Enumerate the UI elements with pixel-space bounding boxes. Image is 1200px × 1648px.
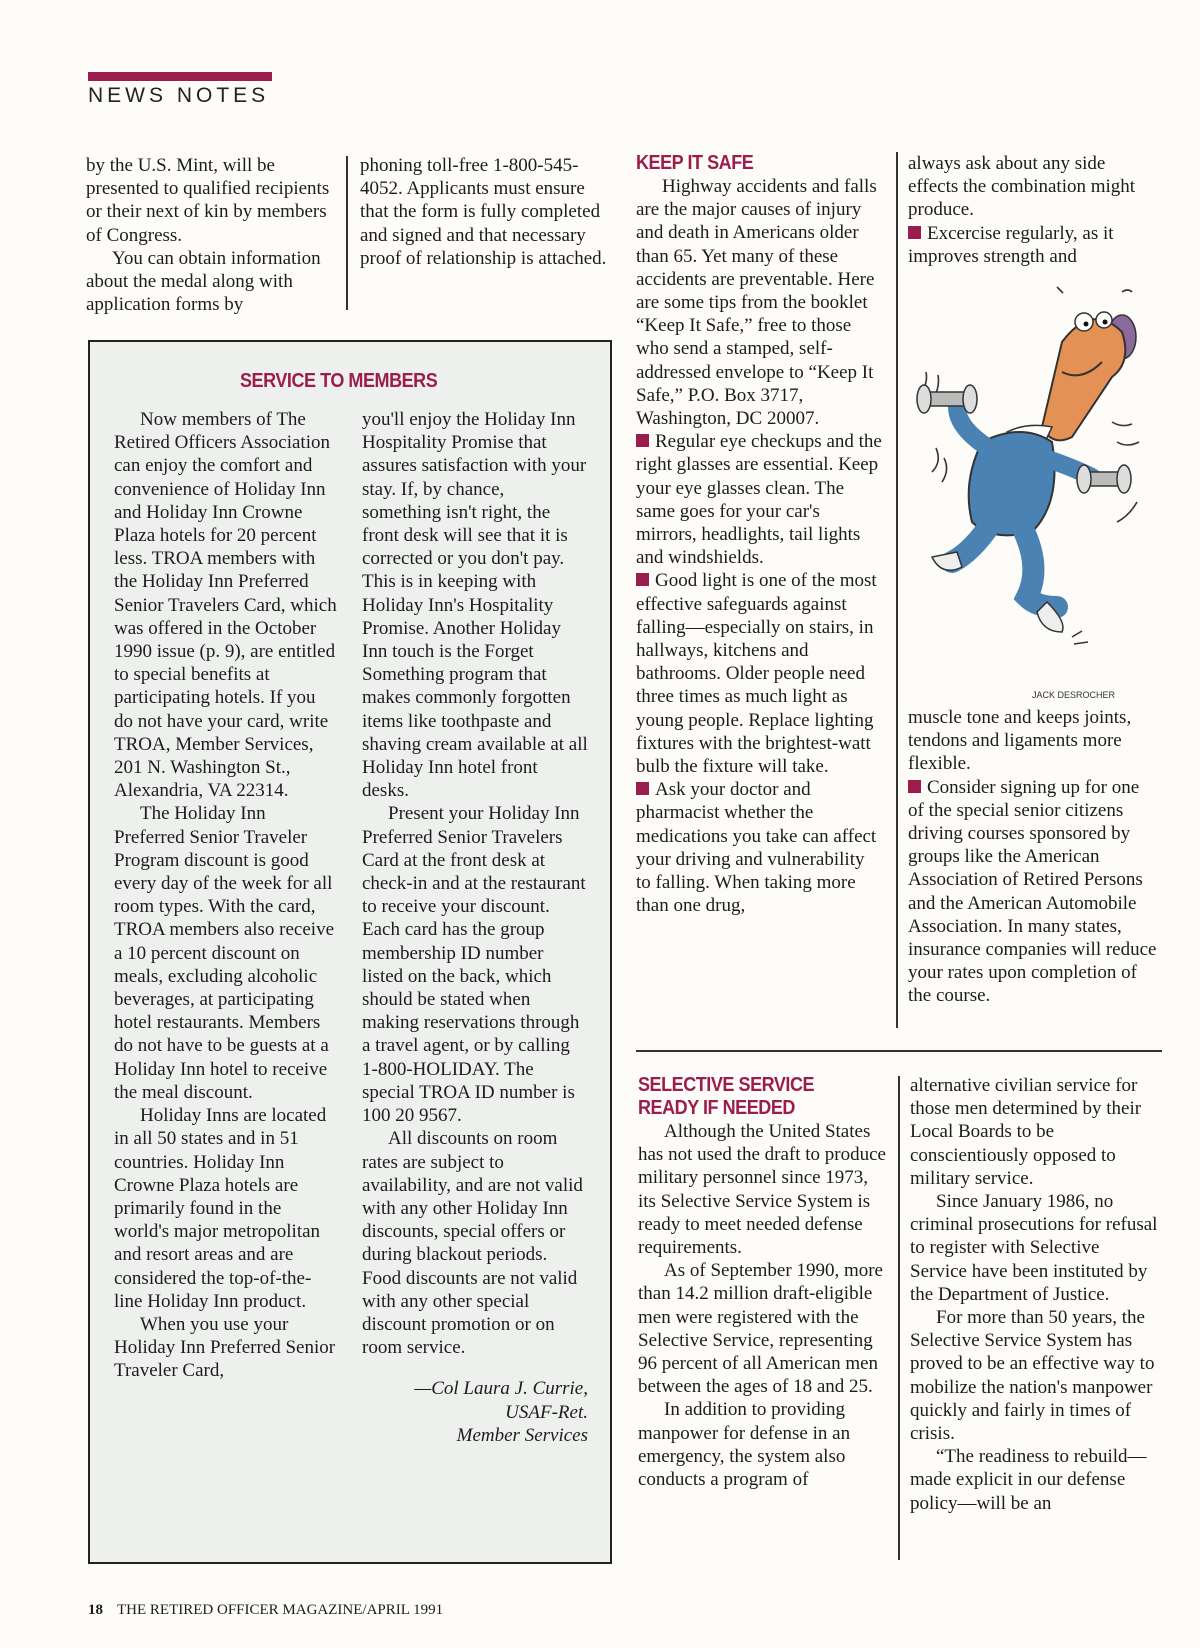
paragraph: In addition to providing manpower for defense in an emergency, the system also conducts a program of <box>638 1399 851 1491</box>
keep-safe-column-2-top <box>908 152 1158 268</box>
sidebar-title: SERVICE TO MEMBERS <box>240 370 438 392</box>
tip-item: Ask your doctor and pharmacist whether the medications you take can affect your driving and vulnerability to falling. When taking more than one drug, <box>636 779 877 917</box>
paragraph: Now members of The Retired Officers Association can enjoy the comfort and convenience of Holiday Inn and Holiday Inn Crowne Plaza hotels for 20 percent less. TROA members with the Holiday Inn Preferred Senior Travelers Card, which was offered in the October 1990 issue (p. 9), are entitled to special benefits at participating hotels. If you do not have your card, write TROA, Member Services, 201 N. Washington St., Alexandria, VA 22314. <box>114 409 337 802</box>
column-divider <box>898 1076 900 1560</box>
tip-item: Regular eye checkups and the right glasses are essential. Keep your eye glasses clean. The same goes for your car's mirrors, headlights, tail lights and windshields. <box>636 431 882 569</box>
paragraph: phoning toll-free 1-800-545-4052. Applicants must ensure that the form is fully completed and signed and that necessary proof of relationship is attached. <box>360 155 607 269</box>
paragraph: As of September 1990, more than 14.2 million draft-eligible men were registered with the Selective Service, representing 96 percent of all American men between the ages of 18 and 25. <box>638 1260 883 1398</box>
selective-service-column-2 <box>910 1074 1160 1515</box>
paragraph: you'll enjoy the Holiday Inn Hospitality Promise that assures satisfaction with your stay. If, by chance, something isn't right, the front desk will see that it is corrected or you don't pay. This is in keeping with Holiday Inn's Hospitality Promise. Another Holiday Inn touch is the Forget Something program that makes commonly forgotten items like toothpaste and shaving cream available at all Holiday Inn hotel front desks. <box>362 409 588 802</box>
paragraph: You can obtain information about the medal along with application forms by <box>86 247 321 316</box>
keep-safe-title: KEEP IT SAFE <box>636 152 754 174</box>
publication-line: THE RETIRED OFFICER MAGAZINE/APRIL 1991 <box>117 1602 444 1618</box>
bullet-icon <box>908 226 921 239</box>
signature-department: Member Services <box>456 1424 588 1446</box>
signature-rank: USAF-Ret. <box>505 1401 588 1423</box>
section-bar <box>88 72 272 81</box>
paragraph: Holiday Inns are located in all 50 states and in 51 countries. Holiday Inn Crowne Plaza hotels are primarily found in the world's major metropolitan and resort areas and are considered the top-of-the-line Holiday Inn product. <box>114 1105 327 1312</box>
keep-safe-column-1 <box>636 152 882 918</box>
page-footer <box>88 1602 443 1619</box>
paragraph: alternative civilian service for those men determined by their Local Boards to be conscientiously opposed to military service. <box>910 1075 1142 1189</box>
paragraph: For more than 50 years, the Selective Service System has proved to be an effective way to mobilize the nation's manpower quickly and fairly in times of crisis. <box>910 1307 1155 1445</box>
tip-item: Excercise regularly, as it improves strength and <box>908 222 1114 267</box>
column-divider <box>346 156 348 310</box>
selective-service-title: SELECTIVE SERVICE READY IF NEEDED <box>638 1074 815 1119</box>
section-divider <box>636 1050 1162 1052</box>
signature-name: —Col Laura J. Currie, <box>414 1378 588 1400</box>
tip-item: Good light is one of the most effective safeguards against falling—especially on stairs, in hallways, kitchens and bathrooms. Older people need three times as much light as young people. Replace lighting fixtures with the brightest-watt bulb the fixture will take. <box>636 570 877 778</box>
sidebar-box <box>88 340 612 1564</box>
paragraph: “The readiness to rebuild—made explicit in our defense policy—will be an <box>910 1446 1147 1514</box>
exercising-man-illustration <box>912 282 1162 682</box>
paragraph: When you use your Holiday Inn Preferred Senior Traveler Card, <box>114 1313 336 1382</box>
bullet-icon <box>636 434 649 447</box>
illustration-credit: JACK DESROCHER <box>1032 690 1116 700</box>
sidebar-column-right <box>362 408 588 1447</box>
sidebar-column-left <box>114 408 338 1383</box>
article-column-2 <box>360 154 610 270</box>
paragraph: muscle tone and keeps joints, tendons and ligaments more flexible. <box>908 707 1132 775</box>
paragraph: always ask about any side effects the combination might produce. <box>908 153 1136 221</box>
keep-safe-column-2-bottom <box>908 706 1158 1008</box>
tip-item: Consider signing up for one of the special senior citizens driving courses sponsored by groups like the American Association of Retired Persons and the American Automobile Association. In many states, insurance companies will reduce your rates upon completion of the course. <box>908 776 1157 1007</box>
bullet-icon <box>636 782 649 795</box>
section-label: NEWS NOTES <box>88 84 270 107</box>
paragraph: Although the United States has not used the draft to produce military personnel since 1973, its Selective Service System is ready to meet needed defense requirements. <box>638 1121 886 1259</box>
bullet-icon <box>908 780 921 793</box>
paragraph: by the U.S. Mint, will be presented to qualified recipients or their next of kin by members of Congress. <box>86 155 330 246</box>
paragraph: The Holiday Inn Preferred Senior Traveler Program discount is good every day of the week for all room types. With the card, TROA members also receive a 10 percent discount on meals, excluding alcoholic beverages, at participating hotel restaurants. Members do not have to be guests at a Holiday Inn hotel to receive the meal discount. <box>114 803 335 1103</box>
paragraph: Since January 1986, no criminal prosecutions for refusal to register with Selective Service have been instituted by the Department of Justice. <box>910 1191 1158 1305</box>
paragraph: Present your Holiday Inn Preferred Senior Travelers Card at the front desk at check-in and at the restaurant to receive your discount. Each card has the group membership ID number listed on the back, which should be stated when making reservations through a travel agent, or by calling 1-800-HOLIDAY. The special TROA ID number is 100 20 9567. <box>362 803 586 1127</box>
article-column-1 <box>86 154 336 316</box>
bullet-icon <box>636 573 649 586</box>
page-number: 18 <box>88 1602 103 1618</box>
column-divider <box>896 152 898 1028</box>
paragraph: All discounts on room rates are subject to availability, and are not valid with any other Holiday Inn discounts, special offers or during blackout periods. Food discounts are not valid with any other special discount promotion or on room service. <box>362 1128 583 1359</box>
selective-service-column-1 <box>638 1074 886 1491</box>
paragraph: Highway accidents and falls are the major causes of injury and death in Americans older than 65. Yet many of these accidents are preventable. Here are some tips from the booklet “Keep It Safe,” free to those who send a stamped, self-addressed envelope to “Keep It Safe,” P.O. Box 3717, Washington, DC 20007. <box>636 176 877 430</box>
